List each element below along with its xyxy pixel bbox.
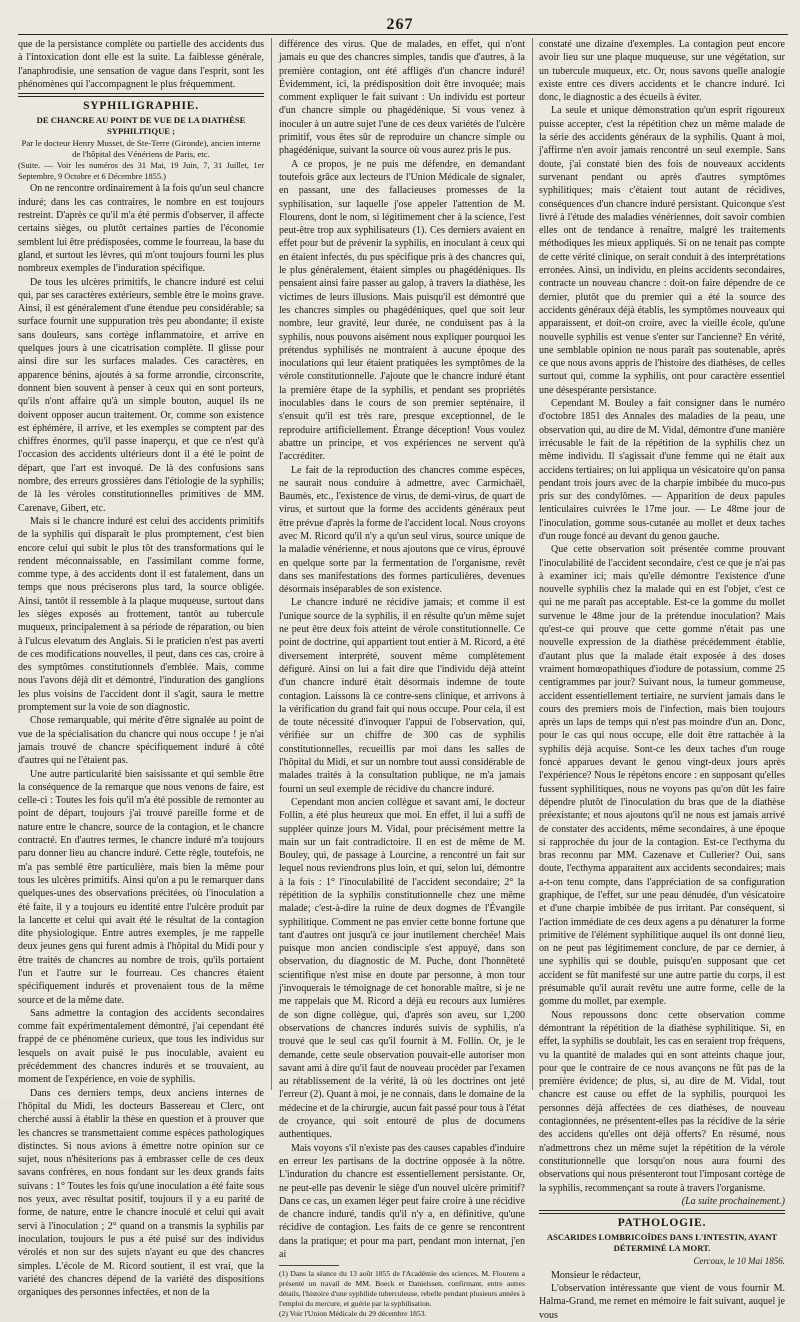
paragraph: La seule et unique démonstration qu'un esprit rigoureux puisse accepter, c'est la répétition chez un même malade de la série des accidents généraux de la syphilis. Quant à moi, j'affirme n'en avoir jamais rencontré un seul exemple. Sans doute, j'ai constaté bien des fois de nouveaux accidents survenant pendant ou après d'autres symptômes syphilitiques; mais c'étaient tout autant de récidives, conséquences d'un chancre induré persistant. Quiconque s'est livré à l'étude des maladies vénériennes, doit savoir combien elles ont de tendance à renaître, malgré les traitements méthodiques les mieux appliqués. Si on ne tenait pas compte de cette vérité clinique, on serait conduit à des interprétations erronées. Ainsi, un individu, en pleins accidents secondaires, contracte un nouveau chancre : doit-on faire dépendre de ce dernier, plutôt que du premier qui a été la source des accidents généraux déjà établis, les symptômes nouveaux qui apparaissent, et doit-on croire, avec la vieille école, qu'une nouvelle syphilis est venue s'enter sur l'ancienne? En vérité, une semblable opinion ne nous paraît pas soutenable, après ce que nous avons appris de l'histoire des diathèses, de celles surtout qui, comme la syphilis, ont pour caractère essentiel une désespérante persistance. (539, 105, 785, 396)
paragraph: Sans admettre la contagion des accidents secondaires comme fait expérimentalement démontré, j'ai cependant été frappé de ce phénomène curieux, que tous les individus sur lesquels on avait puisé le pus inoculable, avaient eu précédemment des chancres indurés et se trouvaient, au moment de l'expérience, en voie de syphilis. (18, 1007, 264, 1086)
paragraph: On ne rencontre ordinairement à la fois qu'un seul chancre induré; dans les cas contraires, le nombre en est toujours restreint. D'après ce qu'il m'a été permis d'observer, il affecte certains sièges, ou plutôt certaines parties de l'économie semblent lui être prédisposées, comme le fourreau, la base du gland, et surtout les lèvres, qui m'ont toujours fourni les plus nombreux exemples de l'induration spécifique. (18, 183, 264, 275)
column-divider (271, 38, 272, 1090)
paragraph: Que cette observation soit présentée comme prouvant l'inoculabilité de l'accident secondaire, c'est ce que je n'ai pas à examiner ici; mais qu'elle démontre l'existence d'une nouvelle syphilis chez la malade qui en est l'objet, c'est ce qui ne me paraît pas acceptable. Est-ce la gomme du mollet survenue le 48me jour de la prétendue inoculation? Mais qu'est-ce qui prouve que cette gomme n'était pas une nouvelle expression de la diathèse précédemment établie, d'autant plus que la malade était exposée à des doses vraiment homœopathiques d'iodure de potassium, comme 25 centigrammes par jour? Suivant nous, la tumeur gommeuse, accident essentiellement tertiaire, ne survient jamais dans le cours des premiers mois de l'infection, mais bien toujours après un laps de temps qui n'est pas moindre d'un an. Donc, pour le cas qui nous occupe, elle doit être rattachée à la syphilis déjà acquise. Sont-ce les deux taches d'un rouge foncé apparues devant le genou vingt-deux jours après l'expérience? Nous le répétons encore : en supposant qu'elles fussent syphilitiques, nous ne voyons pas qu'on dût les faire dépendre plutôt de l'inoculation du bras que de la diathèse préexistante; et nous ajoutons qu'il ne nous est jamais arrivé de constater des accidents, même secondaires, à une époque si rapprochée du jour de la contagion. Est-ce l'ecthyma du bras reconnu par MM. Cazenave et Cullerier? Oui, sans doute, l'ecthyma apparaitent aux accidents secondaires; mais a-t-on tenu compte, dans l'appréciation de sa configuration graphique, de l'effet, sur une peau dénudée, d'un vésicatoire et d'une charpie imbibée de pus irritant. Par conséquent, si l'action immédiate de ces deux agens a pu dénaturer la forme primitive de l'élément syphilitique auquel ils ont donné lieu, on ne peut pas légitimement conclure, de par ce dernier, à une syphilis qui se double, puisqu'en supposant que cet accident se fût manifesté sur une autre partie du corps, il est présumable qu'il aurait revêtu une autre forme, celle de la gomme du mollet, par exemple. (539, 544, 785, 1008)
paragraph: De tous les ulcères primitifs, le chancre induré est celui qui, par ses caractères extérieurs, semble être le moins grave. Ainsi, il est généralement d'une étendue peu considérable; sa surface fournit une suppuration très peu abondante; il existe sans douleurs, sans cortège inflammatoire, et arrive en quelques jours à une cicatrisation complète. Il glisse pour ainsi dire sur les surfaces malades. Ces caractères, en apparence bénins, ajoutés à sa forme arrondie, circonscrite, donnent bien souvent à penser à ceux qui en sont porteurs, qu'ils n'ont affaire qu'à un simple bouton, auquel ils ne doivent opposer aucun traitement. Or, comme son existence est éphémère, il arrive, et les exemples se comptent par des chiffres énormes, qu'il passe inaperçu, et que ce n'est qu'à l'occasion des accidents ultérieurs dont il a été le point de départ, que l'art est invoqué. De là des confusions sans nombre, des erreurs grossières dans l'étiologie de la syphilis; de là les véroles constitutionnelles primitives de MM. Carenave, Gibert, etc. (18, 276, 264, 514)
paragraph: A ce propos, je ne puis me défendre, en demandant toutefois grâce aux lecteurs de l'Union Médicale de signaler, en passant, une des fallacieuses promesses de la syphilisation, sur laquelle j'ose appeler l'attention de M. Flourens, dont le nom, si légitimement cher à la science, l'est peut-être trop aux syphilisateurs (1). Ces derniers avaient en effet pour but de prévenir la syphilis, en inoculant à ceux qui en étaient infectés, du pus spécifique pris à des chancres qui, le plus généralement, étaient simples ou phagédéniques. Ils pensaient ainsi faire passer au galop, à travers la diathèse, les victimes de leurs illusions. Mais puisqu'il est démontré que les chancres simples ou phagédéniques, quel que soit leur nombre, leur gravité, leur durée, ne conduisent pas à la syphilis, nous pouvons aisément nous expliquer pourquoi les prétendus syphilisés ne montraient à aucune époque des inoculations qui leur étaient pratiquées les symptômes de la vérole constitutionnelle. J'ajoute que le chancre induré étant la première étape de la syphilis, et pendant ses propriétés inoculables dans le cours de son premier septénaire, il s'ensuit qu'il est très rare, presque exceptionnel, de le reproduire artificiellement. Étrange déception! Vous voulez abattre un principe, et vos expériences ne servent qu'à l'accréditer. (279, 158, 525, 463)
header-rule (18, 34, 788, 35)
page-number: 267 (386, 16, 414, 33)
paragraph: Cependant M. Bouley a fait consigner dans le numéro d'octobre 1851 des Annales des maladies de la peau, une observation qui, au dire de M. Vidal, démontre d'une manière irrécusable le fait de la répétition de la syphilis chez un même individu. Il s'agissait d'une femme qui ne était aux accidens tertiaires; on lui appliqua un vésicatoire qu'on pansa pendant trois jours avec de la charpie imbibée du muco-pus pris sur des condylômes. — Apparition de deux papules lenticulaires cuivrées le 17me jour. — Le 48me jour de l'inoculation, gomme sous-cutanée au mollet et deux taches d'un rouge foncé au devant du genou gauche. (539, 398, 785, 542)
paragraph: Mais voyons s'il n'existe pas des causes capables d'induire en erreur les partisans de la doctrine opposée à la nôtre. L'induration du chancre est essentiellement persistante. Or, ne peut-elle pas devenir le siège d'un nouvel ulcère primitif? Dans ce cas, un examen léger peut faire croire à une récidive de chancre induré, tandis qu'il n'y a, en définitive, qu'une récidive de contagion. Les faits de ce genre se rencontrent dans la pratique; et pour ma part, pendant mon internat, j'en ai (279, 1142, 525, 1261)
footnote: (1) Dans la séance du 13 août 1855 de l'Académie des sciences, M. Flourens a présenté un travail de MM. Boeck et Danielssen, confirmant, entre autres détails, l'histoire d'une syphilide tuberculeuse, rebelle pendant plusieurs années à l'emploi du mercure, et guérie par la syphilisation. (279, 1269, 525, 1309)
paragraph: Dans ces derniers temps, deux anciens internes de l'hôpital du Midi, les docteurs Bassereau et Clerc, ont cherché aussi à établir la thèse en question et à prouver que les chancres se transmettaient comme espèces pathologiques distinctes. Si nous avions à émettre notre opinion sur ce sujet, nous n'hésiterions pas à embrasser celle de ces deux savans confrères, en nous fondant sur les deux grands faits suivans : 1° Toutes les fois qu'une inoculation a été faite sous nos yeux, avec résultat positif, toujours il y a eu parité de forme, de nature, entre le chancre inoculé et celui qui avait servi à l'inoculation ; 2° quand on a transmis la syphilis par inoculation, toujours le pus a été puisé sur des individus vérolés et non sur des sujets n'ayant eu que des chancres simples. L'école de M. Ricord soutient, il est vrai, que la variété des chancres dépend de la variété des dispositions organiques des personnes infectées, et non de la (18, 1087, 264, 1299)
paragraph: Cependant mon ancien collègue et savant ami, le docteur Follin, a été plus heureux que moi. En effet, il lui a suffi de suppléer quinze jours M. Vidal, pour précisément mettre la main sur un fait contradictoire. Il en est de même de M. Bouley, qui, de passage à Lourcine, a rencontré un fait sur lequel nous reviendrons plus loin, et qui, selon lui, démontre à la fois : 1° l'inoculabilité de l'accident secondaire; 2° la répétition de la syphilis constitutionnelle chez une même malade; c'est-à-dire la ruine de deux dogmes de l'Évangile syphilitique. Comment ne pas envier cette bonne fortune que tant d'autres ont jusqu'à ce jour inutilement cherchée! Mais puisque mon ancien condisciple s'est appuyé, dans son observation, du diagnostic de M. Puche, dont l'honnêteté scientifique n'est mise en doute par personne, à mon tour j'invoquerais le témoignage de cet honorable maître, si je ne me rappelais que M. Ricord a déjà eu recours aux lumières de son digne collègue, qui, d'après son aveu, sur 1,200 observations de chancres indurés suivis de syphilis, n'a trouvé que le seul cas qu'il fournit à M. Follin. Or, je le demande, cette seule observation pouvait-elle autoriser mon savant ami à dire qu'il faut de nouveau procéder par l'examen au rétablissement de la vérité, là où les doctrines ont jeté l'erreur (2). Quant à moi, je ne connais, dans le domaine de la médecine et de la chirurgie, aucun fait passé pour tous à l'état de croyance, qui soit entouré de plus de documens authentiques. (279, 796, 525, 1141)
paragraph: que de la persistance complète ou partielle des accidents dus à l'intoxication dont elle est la suite. La faiblesse générale, l'anaphrodisie, une sensation de vague dans l'esprit, sont les phénomènes qui l'accompagnent le plus fréquemment. (18, 39, 264, 90)
paragraph: constaté une dizaine d'exemples. La contagion peut encore avoir lieu sur une plaque muqueuse, sur une végétation, sur un tubercule muqueux, etc. Or, nous savons quelle analogie existe entre ces divers accidents et le chancre induré. Ici donc, le diagnostic a des écueils à éviter. (539, 39, 785, 104)
footnote: (2) Voir l'Union Médicale du 29 décembre 1853. (279, 1309, 427, 1319)
paragraph: Chose remarquable, qui mérite d'être signalée au point de vue de la spécialisation du chancre qui nous occupe ! je n'ai jamais trouvé de chancre spécifiquement induré à côté d'autres qui ne l'étaient pas. (18, 715, 264, 767)
salutation: Monsieur le rédacteur, (551, 1269, 641, 1281)
paragraph: Une autre particularité bien saisissante et qui semble être la conséquence de la remarque que nous venons de faire, est celle-ci : Toutes les fois qu'il m'a été possible de remonter au point de départ, toujours j'ai trouvé pareille forme et de nature entre le chancre, source de la contagion, et le chancre contracté. En d'autres termes, le chancre induré m'a toujours paru donner lieu au chancre induré. Cette règle, toutefois, ne m'a pas semblé être particulière, mais bien la même pour tous les ulcères primitifs. Ainsi qu'on a pu le remarquer dans quelques-unes des observations précitées, où l'inoculation a été faite, il y a toujours eu identité entre l'ulcère produit par la lancette et celui qui avait été le résultat de la contagion dite physiologique. Entre autres exemples, je me rappelle deux jeunes gens qui furent admis à l'hôpital du Midi pour y être traités de chancres au nombre de trois, qu'ils portaient l'un et l'autre sur le fourreau. Ces chancres étaient spécifiquement indurés et provenaient tous de la même source et de la même date. (18, 768, 264, 1006)
article-note: (Suite. — Voir les numéros des 31 Mai, 19 Juin, 7, 31 Juillet, 1er Septembre, 9 Octobre et 6 Décembre 1855.) (18, 161, 264, 182)
paragraph: L'observation intéressante que vient de vous fournir M. Halma-Grand, me remet en mémoire le fait suivant, auquel je vous (539, 1283, 785, 1321)
section-heading: SYPHILIGRAPHIE. (83, 100, 199, 113)
column-divider (532, 38, 533, 1090)
footnote-rule (279, 1265, 339, 1266)
dateline: Cercoux, le 10 Mai 1856. (693, 1256, 785, 1267)
paragraph: Le chancre induré ne récidive jamais; et comme il est l'unique source de la syphilis, il en résulte qu'un même sujet ne peut être deux fois atteint de vérole constitutionnelle. Ce point de doctrine, qui appartient tout entier à M. Ricord, a été diversement interprété, souvent même complètement défiguré. Ainsi on lui a fait dire que l'individu déjà atteint d'un chancre induré était désormais indemne de toute contagion. Laissons là ce contre-sens clinique, et arrivons à la vérification du grand fait qui nous occupe. Pour cela, il est de toute nécessité d'invoquer l'appui de l'observation, qui, vérifiée sur un chiffre de 300 cas de syphilis constitutionnelles, recueillis par moi dans les salles de l'hôpital du Midi, et sur un nombre tout aussi considérable de malades traités à la consultation publique, ne m'a jamais fourni un seul exemple de récidive du chancre induré. (279, 597, 525, 795)
section-rule (18, 93, 264, 97)
article-author: Par le docteur Henry Musset, de Ste-Terre (Gironde), ancien interne de l'hôpital des Vénériens de Paris, etc. (21, 138, 261, 160)
paragraph: Nous repoussons donc cette observation comme démontrant la répétition de la diathèse syphilitique. Si, en effet, la syphilis se doublait, les cas en seraient trop fréquens, vu la quantité de malades qui en sont atteints chaque jour, pour que le contraire de ce nous avançons ne fût pas de la première évidence; de plus, si, au dire de M. Vidal, tout chancre est cause ou effet de la syphilis, pourquoi les personnes déjà affectées de ces diathèses, de nouveau contagionnées, ne présentent-elles pas la récidive de la série des accidens qu'elles ont déjà offerts? En résumé, nous n'admettrons chez un même sujet la répétition de la vérole constitutionnelle que lorsqu'on nous aura fourni des observations qui nous présenteront tout l'imposant cortège de la syphilis, recommençant sa route à travers l'organisme. (539, 1009, 785, 1194)
paragraph: Mais si le chancre induré est celui des accidents primitifs de la syphilis qui disparaît le plus promptement, c'est bien encore celui qui subit le plus tôt des transformations qui le rendent méconnaissable, en l'assimilant comme forme, comme type, à des accidents dont il est fatalement, dans un temps que nous préciserons plus tard, la source obligée. Ainsi, tantôt il ressemble à la plaque muqueuse, surtout dans les sièges exposés au frottement, tantôt au tubercule muqueux, principalement à sa période de réparation, ou bien à l'ulcus elevatum des Anglais. Si le praticien n'est pas averti de ces modifications nouvelles, il peut, dans ces cas, croire à des symptômes constitutionnels d'emblée. Mais, comme nous l'avons déjà dit et démontré, l'induration des ganglions les plus voisins de l'accident dont il s'agit, saura le mettre promptement sur la voie de son diagnostic. (18, 515, 264, 714)
paragraph: Le fait de la reproduction des chancres comme espèces, ne saurait nous conduire à admettre, avec Carmichaël, Baumès, etc., l'existence de virus, de demi-virus, de quart de virus, et surtout que la forme des accidents généraux peut être prévue d'après la forme de l'accident local. Nous croyons avec M. Ricord qu'il n'y a qu'un seul virus, source unique de la maladie vénérienne, et nous ajoutons que ce virus, éprouvé en quelque sorte par la fermentation de l'organisme, revêt dans ses manifestations des formes particulières, devenues désormais inséparables de son existence. (279, 464, 525, 596)
section-heading: PATHOLOGIE. (617, 1217, 707, 1230)
section-rule (539, 1210, 785, 1214)
column-2 (279, 38, 525, 1319)
continuation-note: (La suite prochainement.) (681, 1195, 785, 1207)
paragraph: différence des virus. Que de malades, en effet, qui n'ont jamais eu que des chancres simples, tandis que d'autres, à la première contagion, ont été affligés d'un chancre induré! Évidemment, ici, la prédisposition doit être invoquée; mais comment expliquer le fait suivant : Un individu est porteur d'un chancre simple ou phagédénique. Si vous venez à inoculer à un autre sujet l'une de ces deux variétés de l'ulcère primitif, vous êtes sûr de reproduire un chancre simple ou phagédénique, suivant la source où vous aurez pris le pus. (279, 39, 525, 157)
article-title: DE CHANCRE AU POINT DE VUE DE LA DIATHÈSE SYPHILITIQUE ; (36, 115, 246, 137)
column-3 (539, 38, 785, 1321)
column-1 (18, 38, 264, 1299)
article-title: ASCARIDES LOMBRICOÏDES DANS L'INTESTIN, AYANT DÉTERMINÉ LA MORT. (546, 1232, 778, 1254)
